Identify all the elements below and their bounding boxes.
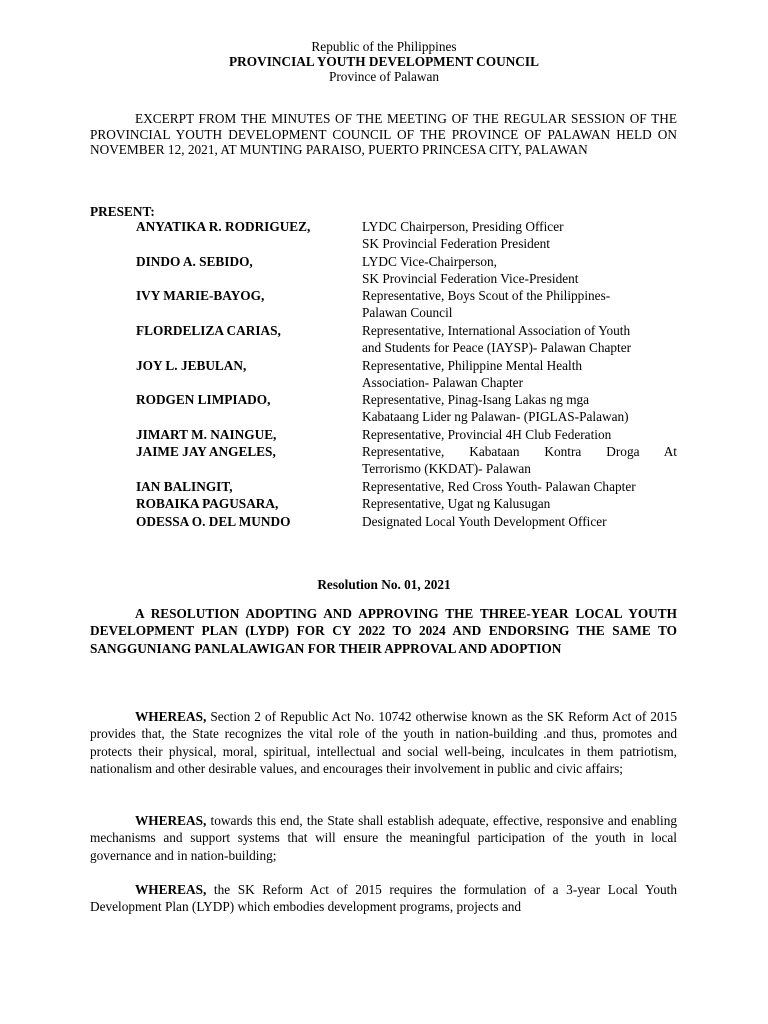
- attendee-role: Representative, Red Cross Youth- Palawan Chapter: [362, 479, 636, 494]
- whereas-paragraph: [90, 812, 677, 864]
- attendee-role-cont: Terrorismo (KKDAT)- Palawan: [362, 461, 531, 476]
- attendee-name: IAN BALINGIT,: [136, 479, 233, 494]
- attendee-name: JOY L. JEBULAN,: [136, 358, 247, 373]
- whereas-keyword: WHEREAS,: [135, 709, 207, 724]
- republic-line: Republic of the Philippines: [311, 39, 457, 54]
- whereas-paragraph: [90, 708, 677, 777]
- attendee-name: JAIME JAY ANGELES,: [136, 444, 276, 459]
- attendee-role: Representative, Ugat ng Kalusugan: [362, 496, 551, 511]
- attendee-name: ROBAIKA PAGUSARA,: [136, 496, 279, 511]
- whereas-text: the SK Reform Act of 2015 requires the formulation of a 3-year Local Youth Development Plan (LYDP) which embodies development programs, projects and: [90, 882, 677, 915]
- attendee-name: RODGEN LIMPIADO,: [136, 392, 271, 407]
- present-label: PRESENT:: [90, 204, 155, 219]
- whereas-keyword: WHEREAS,: [135, 813, 207, 828]
- attendee-role: Representative, Provincial 4H Club Federation: [362, 427, 612, 442]
- attendee-role: Representative, Boys Scout of the Philippines-: [362, 288, 611, 303]
- attendee-role-cont: SK Provincial Federation President: [362, 236, 550, 251]
- attendee-role-cont: Palawan Council: [362, 305, 453, 320]
- attendee-role-cont: Kabataang Lider ng Palawan- (PIGLAS-Palawan): [362, 409, 629, 424]
- attendee-role-cont: and Students for Peace (IAYSP)- Palawan Chapter: [362, 340, 632, 355]
- attendee-role: Designated Local Youth Development Officer: [362, 514, 607, 529]
- attendee-role: Representative, Kabataan Kontra Droga At: [362, 444, 677, 459]
- whereas-keyword: WHEREAS,: [135, 882, 207, 897]
- attendee-name: DINDO A. SEBIDO,: [136, 254, 253, 269]
- attendee-role: Representative, Pinag-Isang Lakas ng mga: [362, 392, 590, 407]
- minutes-excerpt-heading: EXCERPT FROM THE MINUTES OF THE MEETING OF THE REGULAR SESSION OF THE PROVINCIAL YOUTH DEVELOPMENT COUNCIL OF THE PROVINCE OF PALAWAN HELD ON NOVEMBER 12, 2021, AT MUNTING PARAISO, PUERTO PRINCESA CITY, PALAWAN: [90, 111, 677, 157]
- attendee-name: ANYATIKA R. RODRIGUEZ,: [136, 219, 311, 234]
- whereas-text: towards this end, the State shall establish adequate, effective, responsive and enabling mechanisms and support systems that will ensure the meaningful participation of the youth in local governance and in nation-building;: [90, 813, 677, 863]
- resolution-title: A RESOLUTION ADOPTING AND APPROVING THE THREE-YEAR LOCAL YOUTH DEVELOPMENT PLAN (LYDP) FOR CY 2022 TO 2024 AND ENDORSING THE SAME TO SANGGUNIANG PANLALAWIGAN FOR THEIR APPROVAL AND ADOPTION: [90, 606, 677, 656]
- attendee-role: Representative, Philippine Mental Health: [362, 358, 583, 373]
- council-title: PROVINCIAL YOUTH DEVELOPMENT COUNCIL: [229, 54, 539, 69]
- whereas-text: Section 2 of Republic Act No. 10742 otherwise known as the SK Reform Act of 2015 provides that, the State recognizes the vital role of the youth in nation-building .and thus, promotes and protects their physical, moral, spiritual, intellectual and social well-being, inculcates in them patriotism, nationalism and other desirable values, and encourages their involvement in public and civic affairs;: [90, 709, 677, 776]
- attendee-role: LYDC Vice-Chairperson,: [362, 254, 497, 269]
- attendee-name: ODESSA O. DEL MUNDO: [136, 514, 291, 529]
- attendee-role-cont: Association- Palawan Chapter: [362, 375, 523, 390]
- attendee-name: FLORDELIZA CARIAS,: [136, 323, 281, 338]
- whereas-paragraph: [90, 881, 677, 916]
- attendee-role: Representative, International Association of Youth: [362, 323, 631, 338]
- attendee-name: IVY MARIE-BAYOG,: [136, 288, 265, 303]
- resolution-number: Resolution No. 01, 2021: [317, 577, 451, 592]
- province-line: Province of Palawan: [328, 69, 440, 84]
- attendee-name: JIMART M. NAINGUE,: [136, 427, 277, 442]
- attendee-role-cont: SK Provincial Federation Vice-President: [362, 271, 579, 286]
- attendee-role: LYDC Chairperson, Presiding Officer: [362, 219, 564, 234]
